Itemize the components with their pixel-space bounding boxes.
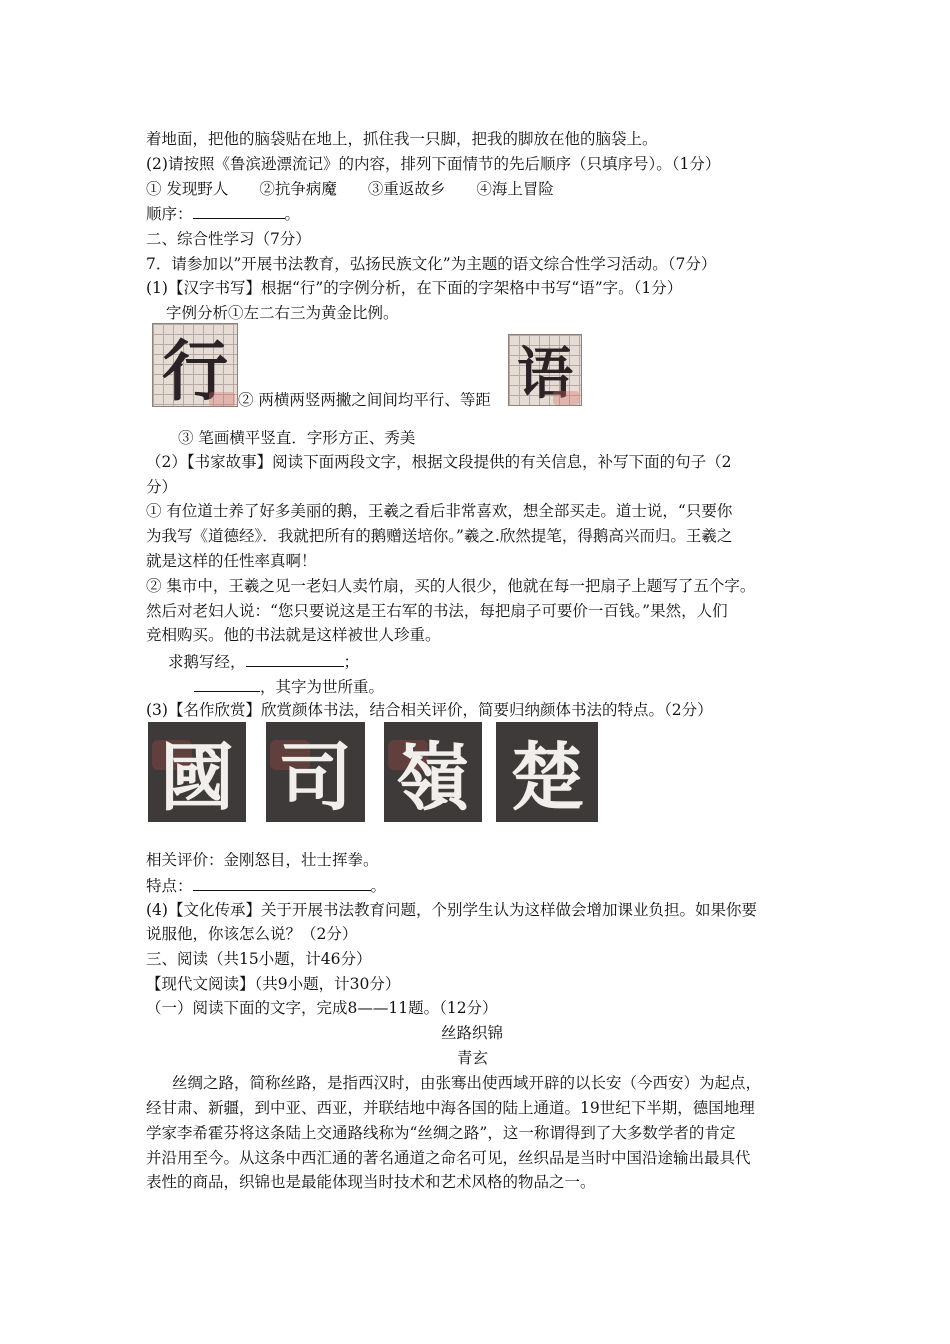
red-stamp [553,391,579,405]
fill-suffix: ，其字为世所重。 [260,678,385,696]
fill-prefix: 求鹅写经， [168,653,246,671]
period: 。 [284,205,301,223]
article-paragraph-line: 表性的商品，织锦也是最能体现当时技术和艺术风格的物品之一。 [146,1173,596,1191]
feature-blank [193,875,371,891]
story-1-line: ① 有位道士养了好多美丽的鹅，王羲之看后非常喜欢，想全部买走。道士说，“只要你 [146,502,733,520]
article-paragraph-line: 经甘肃、新疆，到中亚、西亚，并联结地中海各国的陆上通道。19世纪下半期，德国地理 [146,1099,755,1117]
story-1-line: 为我写《道德经》．我就把所有的鹅赠送培你。”羲之.欣然提笔，得鹅高兴而归。王羲之 [146,527,733,545]
fill-sentence-1 [168,651,359,672]
fill-blank-2 [194,676,260,692]
article-paragraph-line: 并沿用至今。从这条中西汇通的著名通道之命名可见，丝织品是当时中国沿途输出最具代 [146,1149,751,1167]
calligraphy-char: 司 [278,735,353,821]
article-paragraph-line: 丝绸之路，简称丝路，是指西汉时，由张骞出使西域开辟的以长安（今西安）为起点， [172,1074,762,1092]
calligraphy-char-image [148,722,246,822]
calligraphy-char: 楚 [510,735,584,821]
article-author: 青玄 [457,1049,489,1067]
fill-sentence-2 [194,676,384,697]
calligraphy-char: 國 [160,735,234,821]
period: 。 [370,877,387,895]
sub-question-3: (3)【名作欣赏】欣赏颜体书法，结合相关评价，简要归纳颜体书法的特点。（2分） [146,701,713,719]
feature-answer-line [146,875,386,896]
feature-label: 特点： [146,877,193,895]
article-title: 丝路织锦 [441,1024,504,1042]
story-1-line: 就是这样的任性率真啊！ [146,552,317,570]
question-2-prompt: (2)请按照《鲁滨逊漂流记》的内容，排列下面情节的先后顺序（只填序号）。（1分） [146,155,721,173]
evaluation-line: 相关评价：金刚怒目，壮士挥拳。 [146,851,379,869]
story-2-line: 竞相购买。他的书法就是这样被世人珍重。 [146,626,441,644]
sub-question-2: （2）【书家故事】阅读下面两段文字，根据文段提供的有关信息，补写下面的句子（2 [146,453,732,471]
plot-options: ① 发现野人 ②抗争病魔 ③重返故乡 ④海上冒险 [146,180,554,198]
char-analysis-2: ② 两横两竖两撇之间间均平行、等距 [238,391,491,409]
hang-character-grid [152,323,238,410]
reading-one-instruction: （一）阅读下面的文字，完成8——11题。（12分） [146,999,498,1017]
red-stamp [209,392,235,406]
char-analysis-1: 字例分析①左二右三为黄金比例。 [166,304,399,322]
fill-suffix: ； [343,653,360,671]
article-paragraph-line: 学家李希霍芬将这条陆上交通路线称为“丝绸之路”，这一称谓得到了大多数学者的肯定 [146,1124,736,1142]
modern-reading-heading: 【现代文阅读】（共9小题，计30分） [146,975,401,993]
sub-question-1: (1)【汉字书写】根据“行”的字例分析，在下面的字架格中书写“语”字。（1分） [146,279,683,297]
calligraphy-char-image [384,722,482,822]
text-line: 分） [146,478,178,496]
section-two-heading: 二、综合性学习（7分） [146,230,311,248]
order-blank [193,203,285,219]
question-7-prompt: 7．请参加以”开展书法教育，弘扬民族文化”为主题的语文综合性学习活动。（7分） [146,255,717,273]
yu-character-grid [508,334,582,406]
text-line: 着地面，把他的脑袋贴在地上，抓住我一只脚，把我的脚放在他的脑袋上。 [146,130,658,148]
story-2-line: ② 集市中，王羲之见一老妇人卖竹扇，买的人很少，他就在每一把扇子上题写了五个字。 [146,577,756,595]
calligraphy-char-image [496,722,598,822]
story-2-line: 然后对老妇人说：“您只要说这是王右军的书法，每把扇子可要价一百钱。”果然，人们 [146,602,728,620]
order-label: 顺序： [146,205,193,223]
calligraphy-char: 嶺 [396,735,470,821]
char-analysis-3: ③ 笔画横平竖直．字形方正、秀美 [178,429,416,447]
fill-blank-1 [246,651,344,667]
yu-character: 语 [517,342,573,407]
sub-question-4: (4)【文化传承】关于开展书法教育问题，个别学生认为这样做会增加课业负担。如果你要 [146,901,757,919]
hang-character: 行 [162,332,228,410]
text-line: 说服他，你该怎么说？（2分） [146,925,358,943]
section-three-heading: 三、阅读（共15小题，计46分） [146,950,372,968]
order-answer-line [146,203,300,224]
calligraphy-char-image [266,722,365,822]
